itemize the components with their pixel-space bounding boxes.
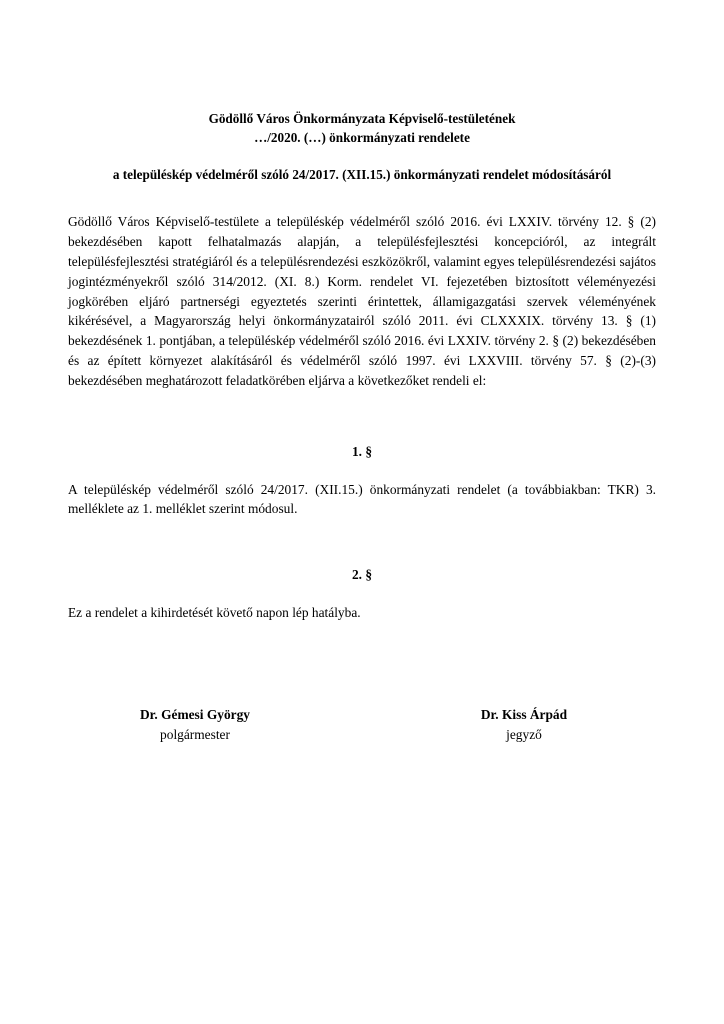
signature-right <box>362 705 656 744</box>
section-body-2: Ez a rendelet a kihirdetését követő napon lép hatályba. <box>68 605 361 621</box>
signature-left-role: polgármester <box>160 726 230 742</box>
page-subtitle: a településkép védelméről szóló 24/2017. (XII.15.) önkormányzati rendelet módosításáról <box>112 167 612 183</box>
section-heading-2: 2. § <box>351 567 373 583</box>
document-title-block <box>68 110 656 185</box>
signature-left-name: Dr. Gémesi György <box>140 707 250 723</box>
signature-right-name: Dr. Kiss Árpád <box>480 707 568 723</box>
signature-block <box>68 705 656 744</box>
section-heading-1: 1. § <box>351 443 373 459</box>
signature-left <box>68 705 362 744</box>
page-title-line-2: …/2020. (…) önkormányzati rendelete <box>254 129 470 145</box>
signature-right-role: jegyző <box>506 726 542 742</box>
page-title-line-1: Gödöllő Város Önkormányzata Képviselő-testületének <box>208 111 516 126</box>
preamble-paragraph: Gödöllő Város Képviselő-testülete a településkép védelméről szóló 2016. évi LXXIV. törvény 12. § (2) bekezdésében kapott felhatalmazás alapján, a településfejlesztési koncepcióról, az integrált településfejlesztési stratégiáról és a településrendezési eszközökről, valamint egyes településrendezési sajátos jogintézményekről szóló 314/2012. (XI. 8.) Korm. rendelet VI. fejezetében biztosított véleményezési jogkörében eljáró partnerségi egyeztetés szerinti érintettek, államigazgatási szervek véleményének kikérésével, a Magyarország helyi önkormányzatairól szóló 2011. évi CLXXXIX. törvény 13. § (1) bekezdésének 1. pontjában, a településkép védelméről szóló 2016. évi LXXIV. törvény 2. § (2) bekezdésében és az épített környezet alakításáról és védelméről szóló 1997. évi LXXVIII. törvény 57. § (2)-(3) bekezdésében meghatározott feladatkörében eljárva a következőket rendeli el: <box>68 214 656 388</box>
section-body-1: A településkép védelméről szóló 24/2017. (XII.15.) önkormányzati rendelet (a továbbiakban: TKR) 3. melléklete az 1. melléklet szerint módosul. <box>68 481 656 517</box>
